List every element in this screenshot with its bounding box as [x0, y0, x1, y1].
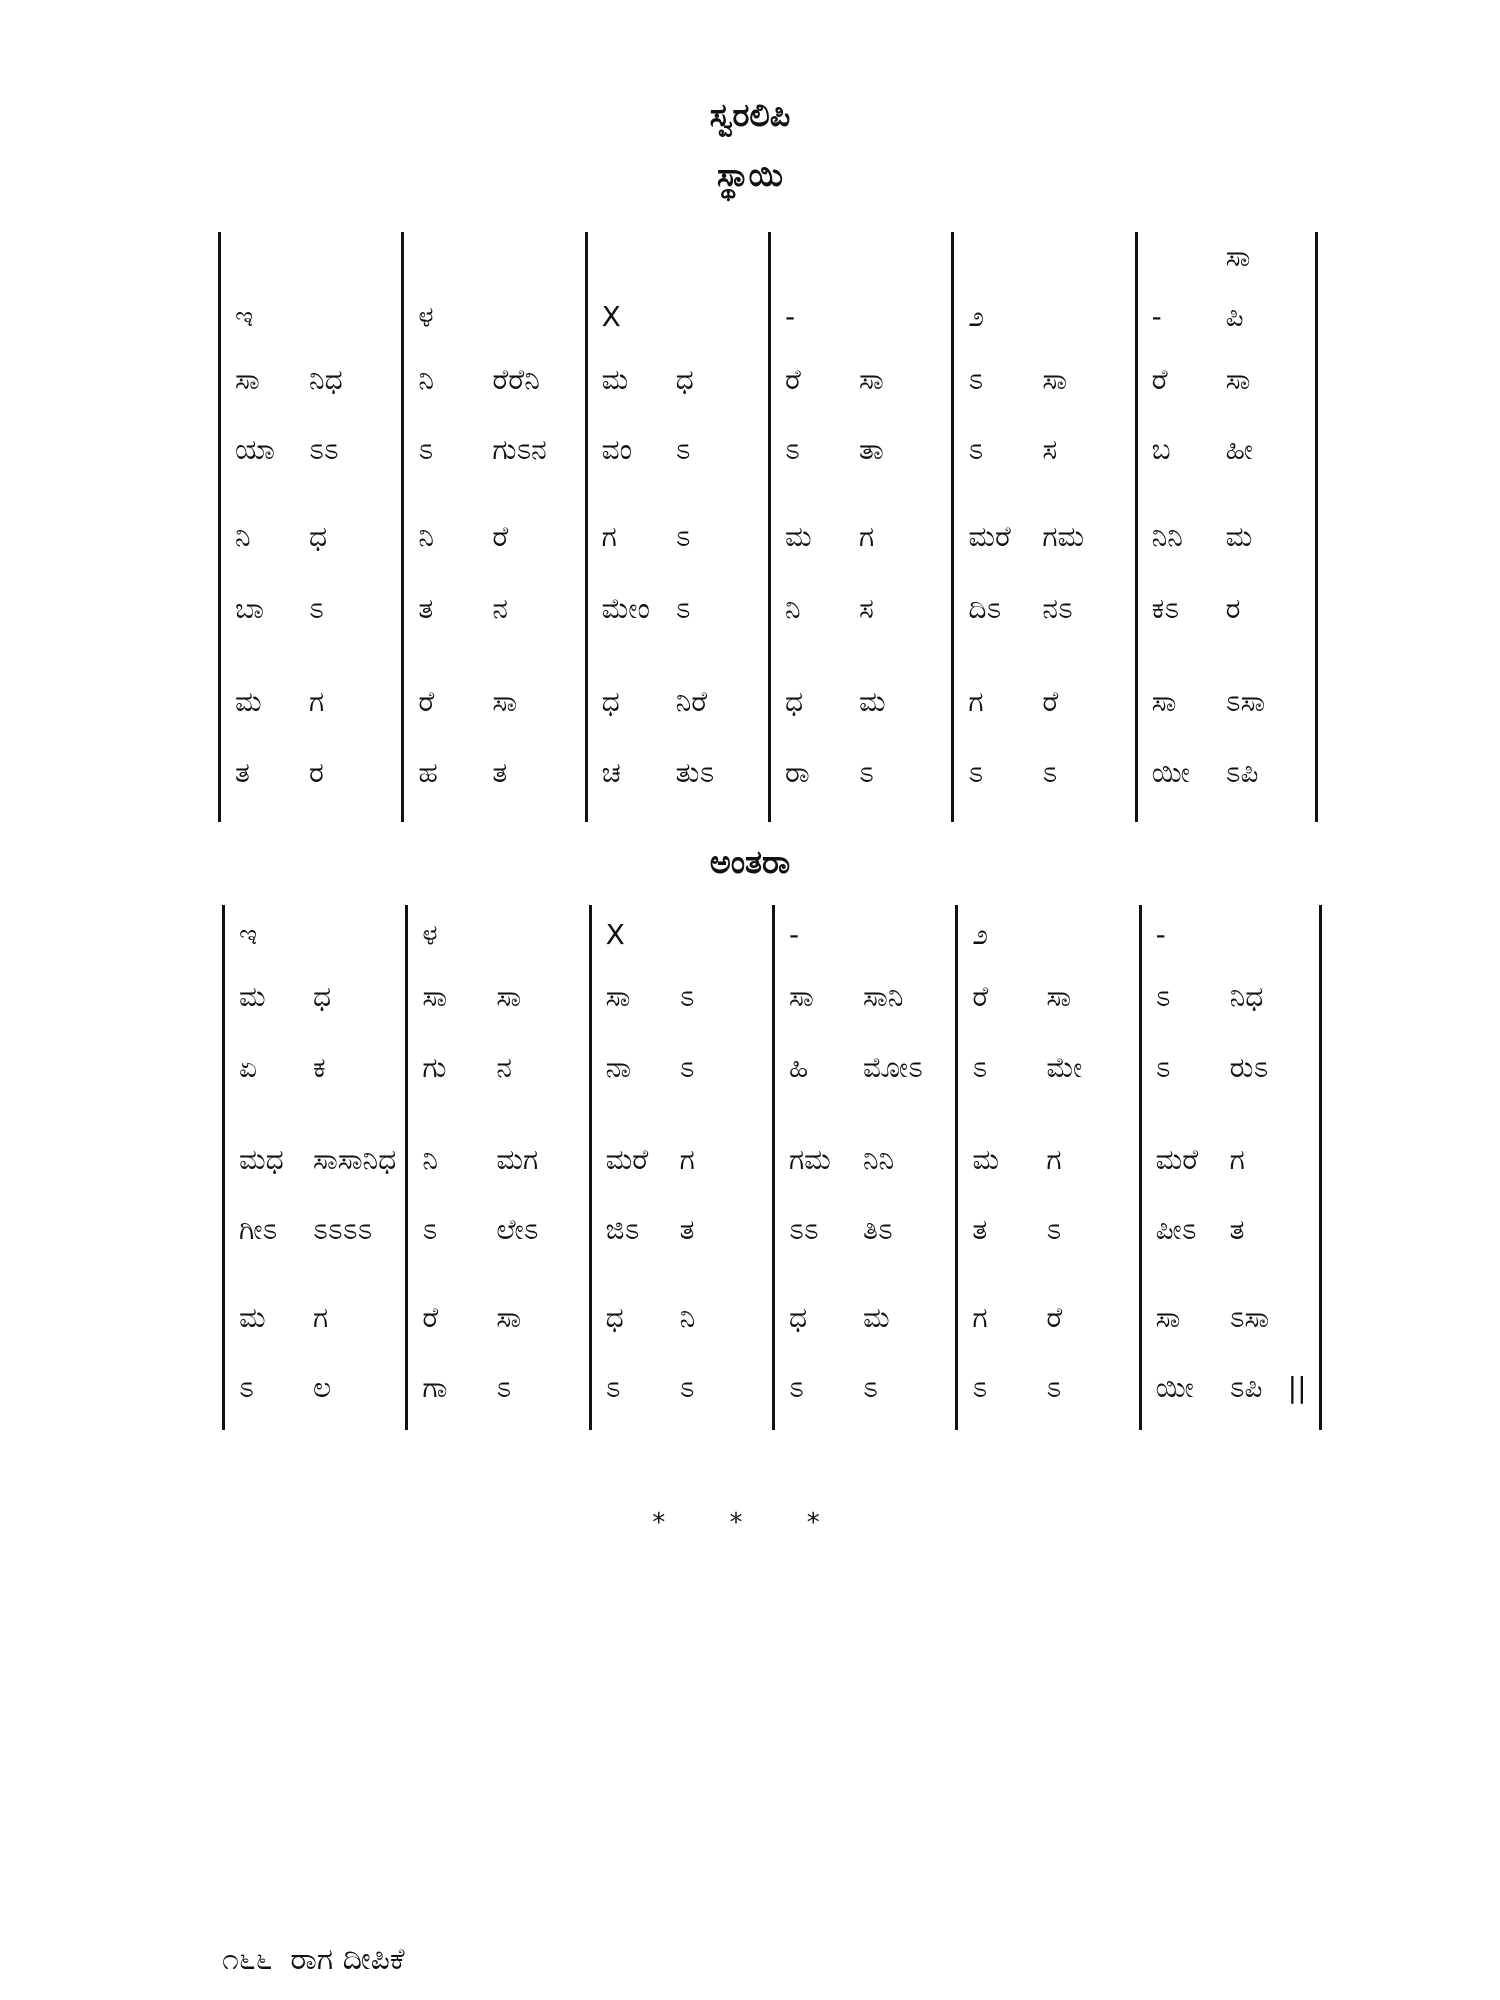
- section-title-sthayi: ಸ್ಥಾಯಿ: [717, 156, 783, 194]
- sthayi-measure-6: [1135, 232, 1318, 822]
- page-title: ಸ್ವರಲಿಪಿ: [709, 96, 791, 134]
- swara-cell: ಧ: [784, 685, 804, 718]
- lyric-cell: ರಾ: [784, 756, 810, 789]
- swara-cell: ಸಾ: [1046, 980, 1072, 1013]
- lyric-cell: ಯಾ: [235, 433, 275, 466]
- footer-book-title: ರಾಗ ದೀಪಿಕೆ: [290, 1942, 405, 1977]
- tala-mark: ೨: [968, 300, 985, 333]
- lyric-cell: ಽಪಿ: [1229, 1371, 1263, 1404]
- lyric-cell: ಽ: [1155, 1051, 1171, 1084]
- tala-mark: ಪಿ: [1225, 300, 1244, 333]
- swara-cell: ರೆ: [972, 980, 989, 1013]
- swara-cell: ಮ: [858, 685, 886, 718]
- swara-cell: ಸಾಸಾನಿಧ: [313, 1143, 397, 1176]
- swara-cell: ಗ: [1229, 1143, 1245, 1176]
- lyric-cell: ರ: [309, 756, 324, 789]
- lyric-cell: ಽ: [788, 1371, 804, 1404]
- swara-cell: ರೆ: [422, 1301, 439, 1334]
- swara-cell: ಮ: [235, 685, 262, 718]
- antara-measure-2: [405, 905, 588, 1430]
- lyric-cell: ತ: [418, 592, 434, 625]
- lyric-cell: ಽಽ: [309, 433, 339, 466]
- swara-cell: ಽ: [1155, 980, 1171, 1013]
- swara-cell: ಗ: [601, 520, 617, 553]
- swara-cell: ರೆ: [1151, 363, 1168, 396]
- lyric-cell: ತ: [235, 756, 250, 789]
- swara-cell: ನಿಧ: [309, 363, 343, 396]
- tala-mark: -: [1151, 300, 1162, 333]
- lyric-cell: ನ: [496, 1051, 512, 1084]
- swara-cell: ಗ: [972, 1301, 988, 1334]
- sthayi-measure-3: [585, 232, 768, 822]
- swara-cell: ನಿನಿ: [1151, 520, 1183, 553]
- swara-cell: ಮ: [784, 520, 812, 553]
- section-end-stars: * * *: [652, 1508, 848, 1538]
- swara-cell: ಗ: [1046, 1143, 1062, 1176]
- antara-measure-4: [772, 905, 955, 1430]
- swara-cell: ಮ: [1225, 520, 1253, 553]
- tala-mark: -: [1155, 918, 1166, 951]
- lyric-cell: ಪೀಽ: [1155, 1213, 1197, 1246]
- swara-cell: ಧ: [313, 980, 332, 1013]
- swara-cell: ಸಾ: [235, 363, 260, 396]
- sthayi-measure-2: [401, 232, 584, 822]
- antara-measure-6: [1139, 905, 1322, 1430]
- swara-cell: ಮರೆ: [968, 520, 1011, 553]
- swara-cell: ಽಸಾ: [1229, 1301, 1270, 1334]
- lyric-cell: ಽ: [422, 1213, 438, 1246]
- lyric-cell: ಲೇಽ: [496, 1213, 539, 1246]
- swara-cell: ಸಾ: [605, 980, 631, 1013]
- lyric-cell: ಽಪಿ: [1225, 756, 1259, 789]
- lyric-cell: ಚ: [601, 756, 621, 789]
- swara-cell: ಽ: [679, 980, 695, 1013]
- tala-mark: X: [605, 918, 625, 951]
- tala-mark: ಇ: [235, 300, 254, 333]
- lyric-cell: ಽ: [972, 1371, 988, 1404]
- lyric-cell: ಽ: [968, 433, 984, 466]
- tala-mark: X: [601, 300, 621, 333]
- tala-mark: -: [784, 300, 796, 333]
- lyric-cell: ಬಾ: [235, 592, 265, 625]
- antara-measure-3: [589, 905, 772, 1430]
- swara-cell: ಗ: [968, 685, 984, 718]
- lyric-cell: ಽ: [605, 1371, 621, 1404]
- lyric-cell: ಗಾ: [422, 1371, 448, 1404]
- swara-cell: ನಿ: [418, 520, 434, 553]
- lyric-cell: ಮೇ: [1046, 1051, 1083, 1084]
- sthayi-measure-1: [218, 232, 401, 822]
- lyric-cell: ಽ: [309, 592, 324, 625]
- lyric-cell: ಽ: [968, 756, 984, 789]
- swara-cell: ಸಾ: [422, 980, 448, 1013]
- page-footer: [222, 1940, 423, 1980]
- lyric-cell: ಹಿ: [788, 1051, 809, 1084]
- lyric-cell: ಽ: [496, 1371, 512, 1404]
- swara-cell: ಮ: [862, 1301, 890, 1334]
- lyric-cell: ಽ: [675, 592, 691, 625]
- swara-cell: ಮಧ: [239, 1143, 284, 1176]
- antara-measure-5: [955, 905, 1138, 1430]
- lyric-cell: ಽ: [862, 1371, 878, 1404]
- lyric-cell: ತ: [679, 1213, 695, 1246]
- swara-cell: ಧ: [675, 363, 694, 396]
- lyric-cell: ಽ: [1042, 756, 1058, 789]
- swara-cell: ರೆ: [1042, 685, 1059, 718]
- lyric-cell: ಸ: [1042, 433, 1058, 466]
- tala-mark: ಇ: [239, 918, 258, 951]
- lyric-cell: ಲ: [313, 1371, 332, 1404]
- sthayi-measure-4: [768, 232, 951, 822]
- swara-cell: ಗಮ: [1042, 520, 1085, 553]
- lyric-cell: ಽ: [1046, 1371, 1062, 1404]
- swara-cell: ರೆ: [784, 363, 801, 396]
- footer-page-number: ೧೬೬: [222, 1942, 273, 1977]
- swara-cell: ಮ: [239, 980, 266, 1013]
- swara-cell: ಮಗ: [496, 1143, 539, 1176]
- lyric-cell: ನ: [492, 592, 508, 625]
- lyric-cell: ಽಽಽಽ: [313, 1213, 373, 1246]
- swara-cell: ರೆ: [492, 520, 509, 553]
- swara-cell: ಗಮ: [788, 1143, 831, 1176]
- swara-cell: ಸಾ: [1042, 363, 1068, 396]
- lyric-cell: ನಽ: [1042, 592, 1073, 625]
- lyric-cell: ಕ: [313, 1051, 326, 1084]
- swara-cell: ಸಾ: [858, 363, 884, 396]
- lyric-cell: ಽ: [239, 1371, 254, 1404]
- swara-cell: ಗ: [309, 685, 325, 718]
- swara-cell: ಸಾ: [496, 1301, 522, 1334]
- swara-cell: ಸಾ: [1155, 1301, 1181, 1334]
- lyric-cell: ತಿಽ: [862, 1213, 893, 1246]
- swara-cell: ಽಸಾ: [1225, 685, 1266, 718]
- swara-cell: ನಿಧ: [1229, 980, 1264, 1013]
- lyric-cell: ಽ: [972, 1051, 988, 1084]
- swara-cell: ಮ: [601, 363, 629, 396]
- swara-cell: ಸಾ: [788, 980, 814, 1013]
- lyric-cell: ಹ: [418, 756, 438, 789]
- antara-notation: [222, 905, 1322, 1430]
- lyric-cell: ತ: [972, 1213, 988, 1246]
- swara-cell: ರೆರೆನಿ: [492, 363, 540, 396]
- tala-mark: ೨: [972, 918, 989, 951]
- swara-cell: ನಿ: [422, 1143, 438, 1176]
- sthayi-measure-5: [951, 232, 1134, 822]
- lyric-cell: ಽ: [1046, 1213, 1062, 1246]
- lyric-cell: ಽ: [418, 433, 434, 466]
- tala-mark: ಳ: [422, 918, 438, 951]
- antara-measure-1: [222, 905, 405, 1430]
- swara-cell: ಽ: [675, 520, 691, 553]
- lyric-cell: ಏ: [239, 1051, 258, 1084]
- swara-cell: ನಿ: [679, 1301, 696, 1334]
- lyric-cell: ಽ: [679, 1051, 695, 1084]
- swara-cell: ನಿನಿ: [862, 1143, 895, 1176]
- lyric-cell: ಹೀ: [1225, 433, 1253, 466]
- lyric-cell: ಽ: [784, 433, 800, 466]
- lyric-cell: ಬ: [1151, 433, 1171, 466]
- swara-cell: ರೆ: [1046, 1301, 1063, 1334]
- lyric-cell: ತುಽ: [675, 756, 715, 789]
- swara-cell: ನಿ: [235, 520, 251, 553]
- lyric-cell: ದಿಽ: [968, 592, 1002, 625]
- lyric-cell: ನಾ: [605, 1051, 632, 1084]
- tala-mark: ಳ: [418, 300, 434, 333]
- swara-cell: ಸಾ: [496, 980, 522, 1013]
- lyric-cell: ತ: [492, 756, 508, 789]
- sthayi-notation: [218, 232, 1318, 822]
- lyric-cell: ಽಽ: [788, 1213, 819, 1246]
- swara-cell: ಗ: [679, 1143, 695, 1176]
- swara-cell: ಮ: [239, 1301, 266, 1334]
- swara-cell: ಧ: [601, 685, 620, 718]
- lyric-cell: ವಂ: [601, 433, 633, 466]
- swara-cell: ನಿ: [418, 363, 434, 396]
- swara-cell: ಮ: [972, 1143, 999, 1176]
- lyric-cell: ಗೀಽ: [239, 1213, 278, 1246]
- end-bar-mark: ||: [1287, 1371, 1307, 1404]
- swara-cell: ಸಾ: [1151, 685, 1177, 718]
- lyric-cell: ಗು: [422, 1051, 447, 1084]
- lyric-cell: ಽ: [858, 756, 874, 789]
- lyric-cell: ಮೋಽ: [862, 1051, 923, 1084]
- swara-cell: ಗ: [313, 1301, 329, 1334]
- lyric-cell: ಗುಽನ: [492, 433, 547, 466]
- lyric-cell: ಽ: [679, 1371, 695, 1404]
- lyric-cell: ನಿ: [784, 592, 801, 625]
- lyric-cell: ತ: [1229, 1213, 1245, 1246]
- swara-cell: ಗ: [858, 520, 875, 553]
- lyric-cell: ತಾ: [858, 433, 884, 466]
- swara-cell: ಧ: [605, 1301, 624, 1334]
- section-title-antara: ಅಂತರಾ: [709, 843, 791, 881]
- tala-mark: -: [788, 918, 800, 951]
- swara-cell: ಸಾ: [1225, 240, 1251, 273]
- swara-cell: ರೆ: [418, 685, 435, 718]
- lyric-cell: ಕಽ: [1151, 592, 1180, 625]
- lyric-cell: ಮೇಂ: [601, 592, 650, 625]
- lyric-cell: ರುಽ: [1229, 1051, 1269, 1084]
- swara-cell: ಧ: [788, 1301, 808, 1334]
- swara-cell: ಧ: [309, 520, 328, 553]
- lyric-cell: ಯೀ: [1155, 1371, 1194, 1404]
- lyric-cell: ರ: [1225, 592, 1241, 625]
- lyric-cell: ಜಿಽ: [605, 1213, 640, 1246]
- swara-cell: ಸಾ: [1225, 363, 1251, 396]
- swara-cell: ಽ: [968, 363, 984, 396]
- swara-cell: ಸಾನಿ: [862, 980, 904, 1013]
- lyric-cell: ಸ: [858, 592, 874, 625]
- swara-cell: ಸಾ: [492, 685, 518, 718]
- lyric-cell: ಯೀ: [1151, 756, 1190, 789]
- swara-cell: ನಿರೆ: [675, 685, 708, 718]
- swara-cell: ಮರೆ: [1155, 1143, 1199, 1176]
- lyric-cell: ಽ: [675, 433, 691, 466]
- swara-cell: ಮರೆ: [605, 1143, 649, 1176]
